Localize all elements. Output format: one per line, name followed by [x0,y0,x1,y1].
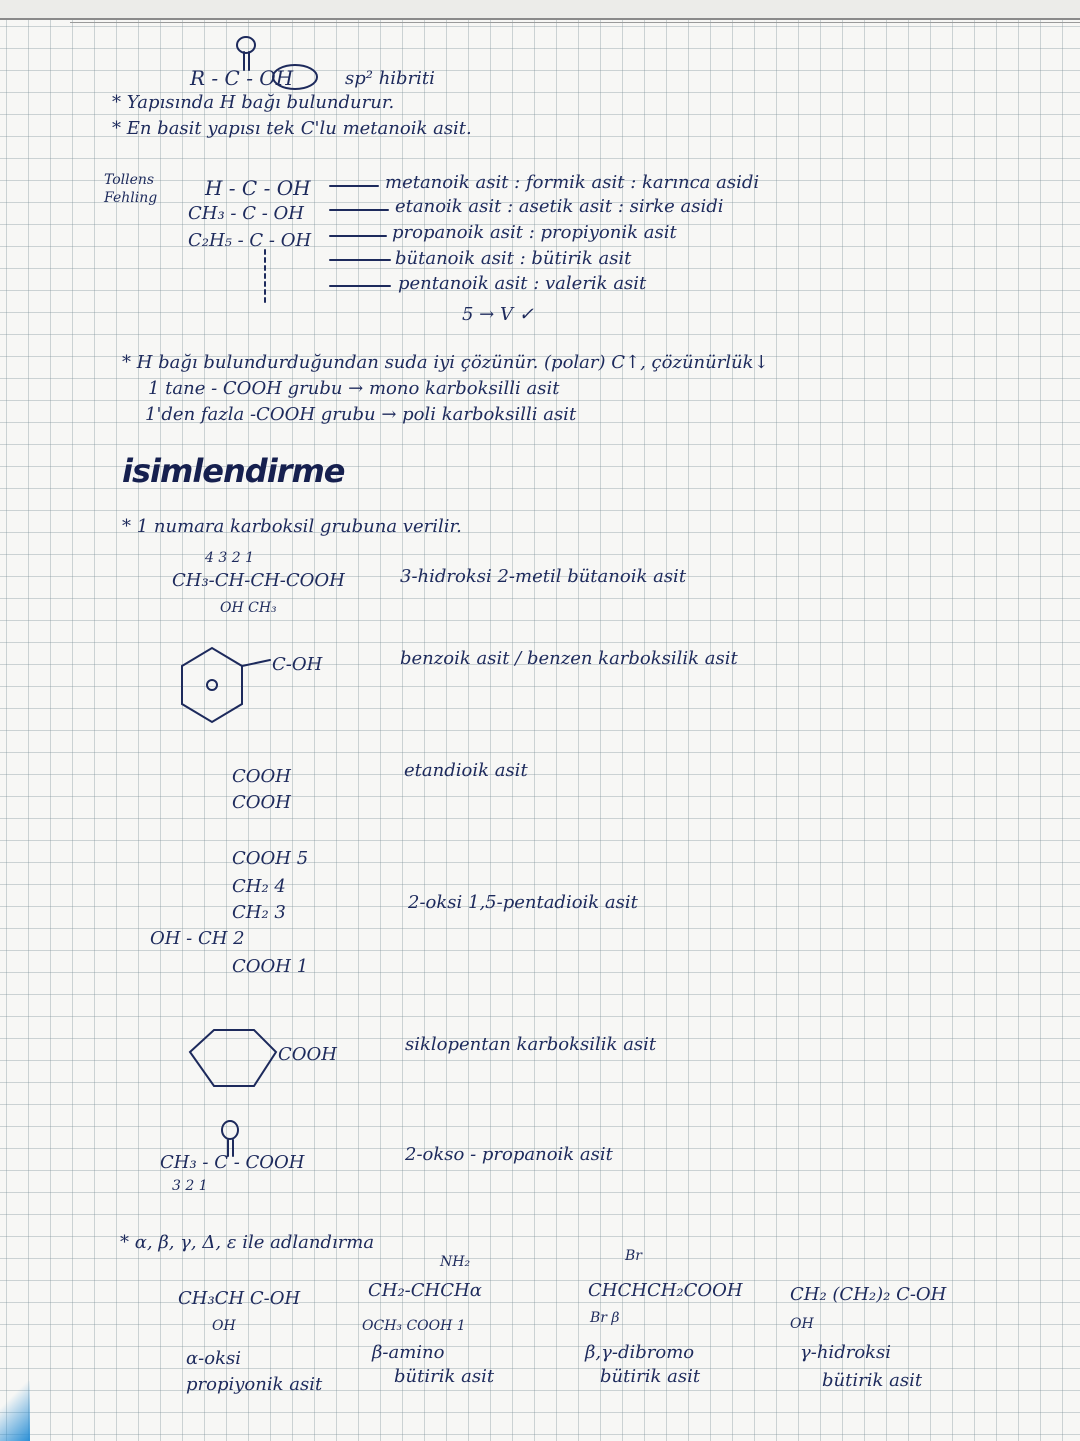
example3-formula-bottom: COOH [232,792,291,813]
example4-c2: OH - CH 2 [150,928,245,949]
greek-title: * α, β, γ, Δ, ε ile adlandırma [120,1232,375,1253]
acid-name-4: bütanoik asit : bütirik asit [395,248,632,269]
example5-formula: COOH [278,1044,337,1065]
keto-oxygen-circle [222,1121,238,1139]
example4-c5: COOH 5 [232,848,309,869]
section-heading: isimlendirme [122,452,345,490]
greek2-name1: β-amino [372,1342,445,1363]
example1-formula: CH₃-CH-CH-COOH [172,570,345,591]
greek1-sub: OH [212,1318,236,1334]
example4-c4: CH₂ 4 [232,876,286,897]
example1-substituents: OH CH₃ [220,600,277,616]
greek4-name2: bütirik asit [822,1370,923,1391]
intro-formula: R - C - OH [190,66,294,90]
example6-formula: CH₃ - C - COOH [160,1152,305,1173]
acid-name-2: etanoik asit : asetik asit : sirke asidi [395,196,724,217]
benzene-ring [182,648,242,722]
example6-name: 2-okso - propanoik asit [405,1144,613,1165]
example1-name: 3-hidroksi 2-metil bütanoik asit [400,566,687,587]
solubility-note: 5 → V ✓ [462,304,534,325]
example2-name: benzoik asit / benzen karboksilik asit [400,648,738,669]
intro-line2: * En basit yapısı tek C'lu metanoik asit. [112,118,472,139]
greek1-name2: propiyonik asit [186,1374,323,1395]
greek1-formula: CH₃CH C-OH [178,1288,301,1309]
greek2-top: NH₂ [440,1254,471,1270]
acid-name-3: propanoik asit : propiyonik asit [392,222,677,243]
greek3-name1: β,γ-dibromo [585,1342,695,1363]
acid-formula-2: CH₃ - C - OH [188,203,304,224]
example4-c1: COOH 1 [232,956,309,977]
greek2-name2: bütirik asit [394,1366,495,1387]
greek4-name1: γ-hidroksi [800,1342,892,1363]
intro-oh-circle [273,65,317,89]
acid-name-1: metanoik asit : formik asit : karınca asidi [385,172,760,193]
greek4-sub: OH [790,1316,814,1332]
greek2-formula: CH₂-CHCHα [368,1280,482,1301]
intro-hybrid: sp² hibriti [345,68,435,89]
property-line2: 1 tane - COOH grubu → mono karboksilli asit [148,378,560,399]
example2-formula: C-OH [272,654,323,675]
fehling-label: Fehling [104,190,158,206]
benzene-inner-circle [207,680,217,690]
example4-c3: CH₂ 3 [232,902,286,923]
acid-formula-3: C₂H₅ - C - OH [188,230,312,251]
greek3-sub: Br β [590,1310,620,1326]
intro-line1: * Yapısında H bağı bulundurur. [112,92,395,113]
intro-oxygen-circle [237,37,255,53]
cyclopentane-ring [190,1030,276,1086]
greek2-sub: OCH₃ COOH 1 [362,1318,466,1334]
greek3-formula: CHCHCH₂COOH [588,1280,743,1301]
greek4-formula: CH₂ (CH₂)₂ C-OH [790,1284,947,1305]
acid-name-5: pentanoik asit : valerik asit [398,273,647,294]
example4-name: 2-oksi 1,5-pentadioik asit [408,892,638,913]
acid-formula-1: H - C - OH [205,176,311,200]
example3-name: etandioik asit [404,760,528,781]
example3-formula-top: COOH [232,766,291,787]
example5-name: siklopentan karboksilik asit [405,1034,657,1055]
tollens-label: Tollens [104,172,155,188]
example6-numbers: 3 2 1 [172,1178,208,1194]
example1-numbers: 4 3 2 1 [205,550,254,566]
property-line1: * H bağı bulundurduğundan suda iyi çözünür. (polar) C↑, çözünürlük↓ [122,352,769,373]
naming-rule: * 1 numara karboksil grubuna verilir. [122,516,462,537]
greek3-top: Br [625,1248,642,1264]
property-line3: 1'den fazla -COOH grubu → poli karboksilli asit [145,404,577,425]
greek1-name1: α-oksi [186,1348,241,1369]
greek3-name2: bütirik asit [600,1366,701,1387]
